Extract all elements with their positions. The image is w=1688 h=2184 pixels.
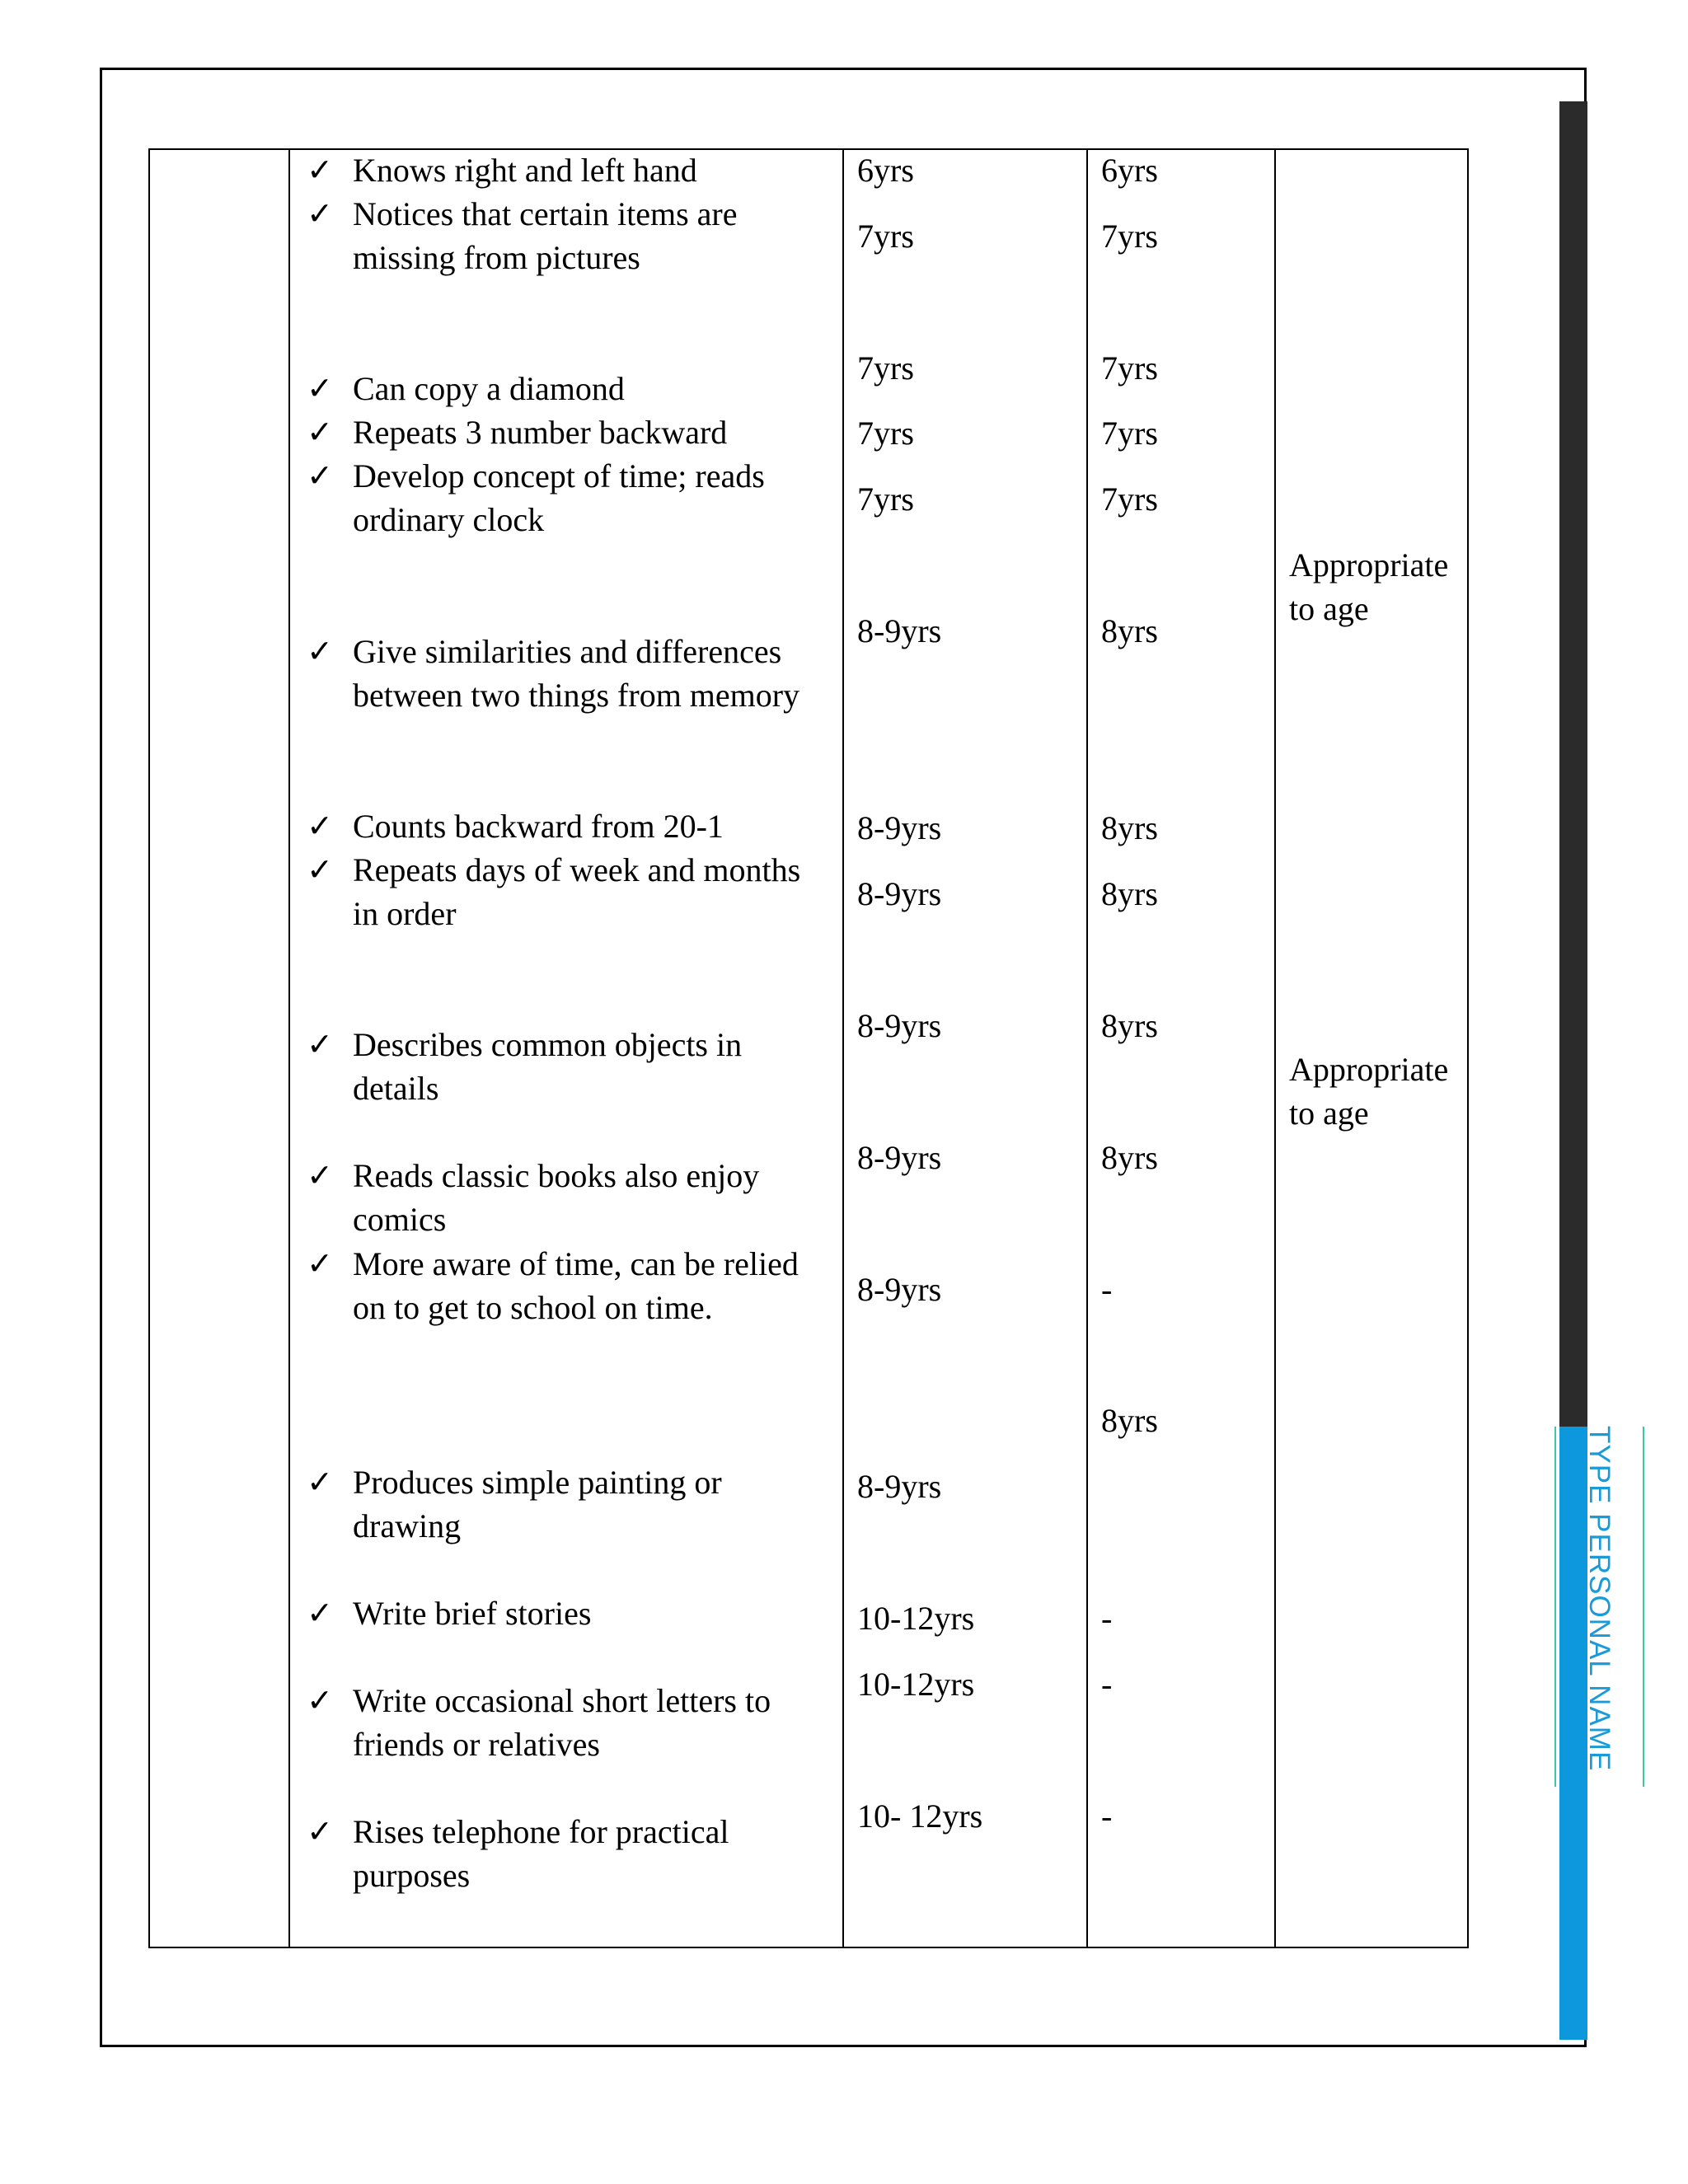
observed-age: 8yrs: [1101, 1007, 1158, 1044]
norm-age: 8-9yrs: [857, 1139, 942, 1176]
milestone-text: Produces simple painting or drawing: [353, 1464, 722, 1544]
check-icon: ✓: [307, 1157, 333, 1193]
milestone-item: [307, 192, 831, 279]
norm-age: 7yrs: [857, 480, 914, 518]
milestone-item: [307, 454, 831, 541]
check-icon: ✓: [307, 414, 333, 450]
check-icon: ✓: [307, 195, 333, 232]
observed-age: -: [1101, 1271, 1113, 1308]
norm-age: 10-12yrs: [857, 1600, 975, 1637]
observed-age: 7yrs: [1101, 415, 1158, 452]
side-tab-rule: [1643, 1427, 1644, 1787]
norm-age: 10- 12yrs: [857, 1797, 983, 1835]
remark-text: Appropriate to age: [1289, 546, 1449, 627]
milestone-text: Describes common objects in details: [353, 1026, 743, 1107]
norm-age: 7yrs: [857, 415, 914, 452]
milestone-text: Repeats days of week and months in order: [353, 851, 801, 932]
observed-age: 8yrs: [1101, 875, 1158, 912]
milestone-item: [307, 410, 831, 454]
milestone-item: [307, 848, 831, 935]
observed-age: 8yrs: [1101, 1139, 1158, 1176]
milestone-text: Give similarities and differences between two things from memory: [353, 633, 800, 714]
milestone-text: Counts backward from 20-1: [353, 808, 724, 845]
milestone-item: [307, 1810, 831, 1897]
norm-age: 8-9yrs: [857, 1468, 942, 1505]
norm-age: 6yrs: [857, 152, 914, 189]
milestone-item: [307, 1023, 831, 1110]
check-icon: ✓: [307, 152, 333, 188]
norm-age: 7yrs: [857, 349, 914, 387]
milestone-item: [307, 804, 831, 848]
side-tab-rule: [1554, 1427, 1556, 1787]
check-icon: ✓: [307, 1682, 333, 1718]
milestone-item: [307, 148, 831, 192]
observed-age: 8yrs: [1101, 809, 1158, 846]
remark-text: Appropriate to age: [1289, 1051, 1449, 1132]
milestone-text: Can copy a diamond: [353, 370, 625, 407]
milestone-text: Knows right and left hand: [353, 152, 697, 189]
check-icon: ✓: [307, 1595, 333, 1631]
milestone-item: [307, 1460, 831, 1548]
norm-age: 8-9yrs: [857, 875, 942, 912]
column-divider: [842, 148, 844, 1948]
norm-age: 7yrs: [857, 218, 914, 255]
observed-age: -: [1101, 1797, 1113, 1835]
check-icon: ✓: [307, 851, 333, 888]
check-icon: ✓: [307, 457, 333, 494]
check-icon: ✓: [307, 1464, 333, 1500]
milestone-item: [307, 1154, 831, 1241]
column-divider: [288, 148, 290, 1948]
side-tab-dark-bar: [1559, 101, 1587, 1427]
observed-age: 7yrs: [1101, 218, 1158, 255]
check-icon: ✓: [307, 808, 333, 844]
milestone-text: Notices that certain items are missing from pictures: [353, 195, 738, 276]
observed-age: 7yrs: [1101, 480, 1158, 518]
check-icon: ✓: [307, 370, 333, 406]
column-divider: [1274, 148, 1276, 1948]
milestone-item: [307, 630, 831, 717]
norm-age: 10-12yrs: [857, 1666, 975, 1703]
observed-age: -: [1101, 1666, 1113, 1703]
milestone-text: Write occasional short letters to friends or relatives: [353, 1682, 771, 1763]
milestone-text: Rises telephone for practical purposes: [353, 1813, 729, 1894]
norm-age: 8-9yrs: [857, 1007, 942, 1044]
milestone-text: Develop concept of time; reads ordinary clock: [353, 457, 765, 538]
side-tab-label[interactable]: TYPE PERSONAL NAME: [1583, 1426, 1615, 1772]
observed-age: 6yrs: [1101, 152, 1158, 189]
milestone-item: [307, 1679, 831, 1766]
norm-age: 8-9yrs: [857, 612, 942, 649]
observed-age: 8yrs: [1101, 612, 1158, 649]
observed-age: 8yrs: [1101, 1402, 1158, 1439]
milestone-item: [307, 1591, 831, 1635]
check-icon: ✓: [307, 1813, 333, 1849]
check-icon: ✓: [307, 1026, 333, 1062]
milestone-text: Repeats 3 number backward: [353, 414, 728, 451]
milestone-item: [307, 367, 831, 410]
column-divider: [1086, 148, 1088, 1948]
milestone-item: [307, 1242, 831, 1329]
milestone-text: Write brief stories: [353, 1595, 592, 1632]
observed-age: 7yrs: [1101, 349, 1158, 387]
observed-age: -: [1101, 1600, 1113, 1637]
norm-age: 8-9yrs: [857, 1271, 942, 1308]
check-icon: ✓: [307, 1245, 333, 1282]
milestone-text: More aware of time, can be relied on to get to school on time.: [353, 1245, 799, 1326]
milestone-text: Reads classic books also enjoy comics: [353, 1157, 760, 1238]
check-icon: ✓: [307, 633, 333, 669]
norm-age: 8-9yrs: [857, 809, 942, 846]
